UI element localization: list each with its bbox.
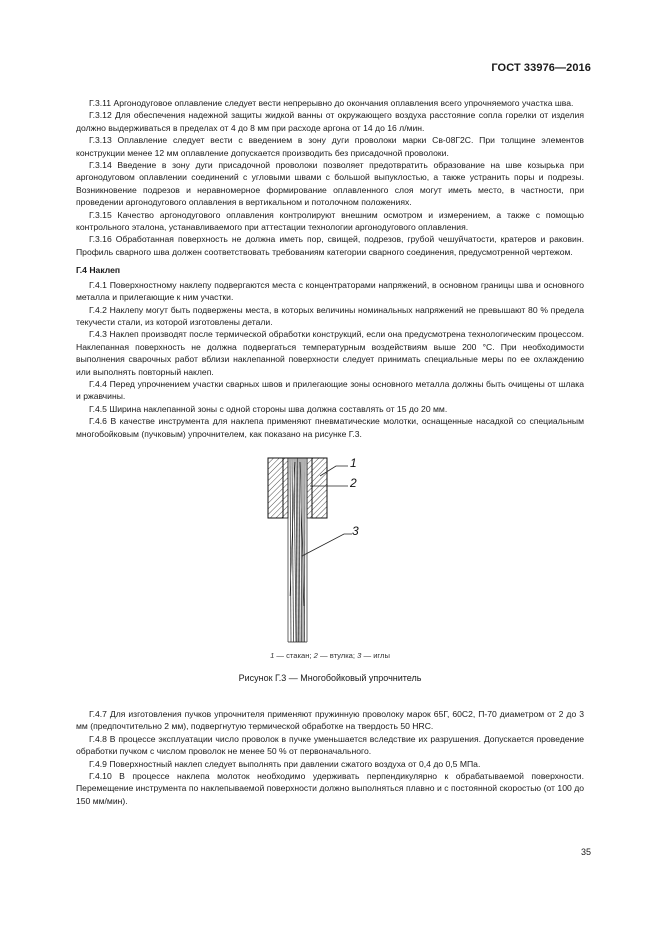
callout-1: 1 [350, 455, 357, 470]
legend-number-2: 2 [313, 650, 318, 660]
paragraph-g3-13: Г.3.13 Оплавление следует вести с введением в зону дуги проволоки марки Св-08Г2С. При толщине элементов конструкции менее 12 мм оплавление допускается производить без присадочной проволоки. [76, 135, 584, 158]
paragraph-g4-7: Г.4.7 Для изготовления пучков упрочнителя применяют пружинную проволоку марок 65Г, 60С2, П-70 диаметром от 2 до 3 мм (предпочтительно 2 мм), подвергнутую термической обработке на твердость 50 HRC. [76, 708, 584, 732]
paragraph-g4-8: Г.4.8 В процессе эксплуатации число проволок в пучке уменьшается вследствие их разрушения. Допускается проведение обработки пучком с числом проволок не менее 50 % от первоначального. [76, 733, 584, 757]
needle-bundle [288, 458, 307, 642]
paragraph-g3-14: Г.3.14 Введение в зону дуги присадочной проволоки позволяет предотвратить образование на шве козырька при аргонодуговом оплавлении соединений с угловыми швами с большой выпуклостью, а также устранить поры и подрезы. Возникновение подрезов и неравномерное формирование оплавленного слоя могут иметь место, в частности, при проведении аргонодугового оплавления в вертикальном и потолочном положениях. [76, 160, 584, 208]
paragraph-g3-15: Г.3.15 Качество аргонодугового оплавления контролируют внешним осмотром и измерением, а также с помощью контрольного эталона, устанавливаемого при аттестации технологии аргонодугового оплавления. [76, 209, 584, 233]
document-header: ГОСТ 33976—2016 [491, 62, 591, 74]
paragraph-g3-16: Г.3.16 Обработанная поверхность не должна иметь пор, свищей, подрезов, грубой чешуйчатости, кратеров и раковин. Профиль сварного шва должен соответствовать требованиям категории сварного соединения, предусмотренной чертежом. [76, 234, 584, 257]
paragraph-g3-12: Г.3.12 Для обеспечения надежной защиты жидкой ванны от окружающего воздуха расстояние сопла горелки от изделия должно выдерживаться в пределах от 4 до 8 мм при расходе аргона от 14 до 16 л/мин. [76, 110, 584, 133]
section-title-g4: Г.4 Наклеп [76, 265, 121, 276]
paragraph-g4-5: Г.4.5 Ширина наклепанной зоны с одной стороны шва должна составлять от 15 до 20 мм. [89, 403, 448, 414]
paragraph-g4-10: Г.4.10 В процессе наклепа молоток необходимо удерживать перпендикулярно к обрабатываемой поверхности. Перемещение инструмента по наклепываемой поверхности должно выполняться плавно и с постоянной скоростью (от 100 до 150 мм/мин). [76, 771, 584, 806]
hardener-drawing [264, 456, 394, 652]
figure-legend [76, 650, 584, 662]
paragraph-g4-3: Г.4.3 Наклеп производят после термической обработки конструкций, если она предусмотрена технологическим процессом. Наклепанная поверхность не должна подвергаться температурным воздействиям выше 200 °С. При необходимости выполнения сварочных работ вблизи наклепанной поверхности следует принимать специальные меры по ее охлаждению или выполнять повторный наклеп. [76, 329, 584, 377]
callout-3: 3 [352, 523, 359, 538]
page-body [76, 97, 584, 807]
paragraph-g4-2: Г.4.2 Наклепу могут быть подвержены места, в которых величины номинальных напряжений не превышают 80 % предела текучести стали, из которой изготовлены детали. [76, 304, 584, 327]
legend-number-1: 1 [270, 650, 275, 660]
paragraph-g4-9: Г.4.9 Поверхностный наклеп следует выполнять при давлении сжатого воздуха от 0,4 до 0,5 МПа. [89, 758, 481, 769]
figure-g3 [76, 446, 584, 708]
legend-number-3: 3 [357, 650, 362, 660]
page-number: 35 [580, 847, 591, 857]
figure-caption: Рисунок Г.3 — Многобойковый упрочнитель [238, 672, 422, 683]
paragraph-g4-1: Г.4.1 Поверхностному наклепу подвергаются места с концентраторами напряжений, в основном границы шва и основного металла и прилегающие к ним участки. [76, 279, 584, 303]
callout-2: 2 [350, 475, 357, 490]
legend-text-2: — втулка; [317, 650, 358, 660]
paragraph-g3-11: Г.3.11 Аргонодуговое оплавление следует вести непрерывно до окончания оплавления всего упрочняемого участка шва. [89, 98, 574, 108]
legend-text-3: — иглы [361, 650, 390, 660]
legend-text-1: — стакан; [274, 650, 314, 660]
paragraph-g4-6: Г.4.6 В качестве инструмента для наклепа применяют пневматические молотки, оснащенные насадкой со специальным многобойковым (пучковым) упрочнителем, как показано на рисунке Г.3. [76, 416, 584, 439]
paragraph-g4-4: Г.4.4 Перед упрочнением участки сварных швов и прилегающие зоны основного металла должны быть очищены от шлака и ржавчины. [76, 378, 584, 402]
